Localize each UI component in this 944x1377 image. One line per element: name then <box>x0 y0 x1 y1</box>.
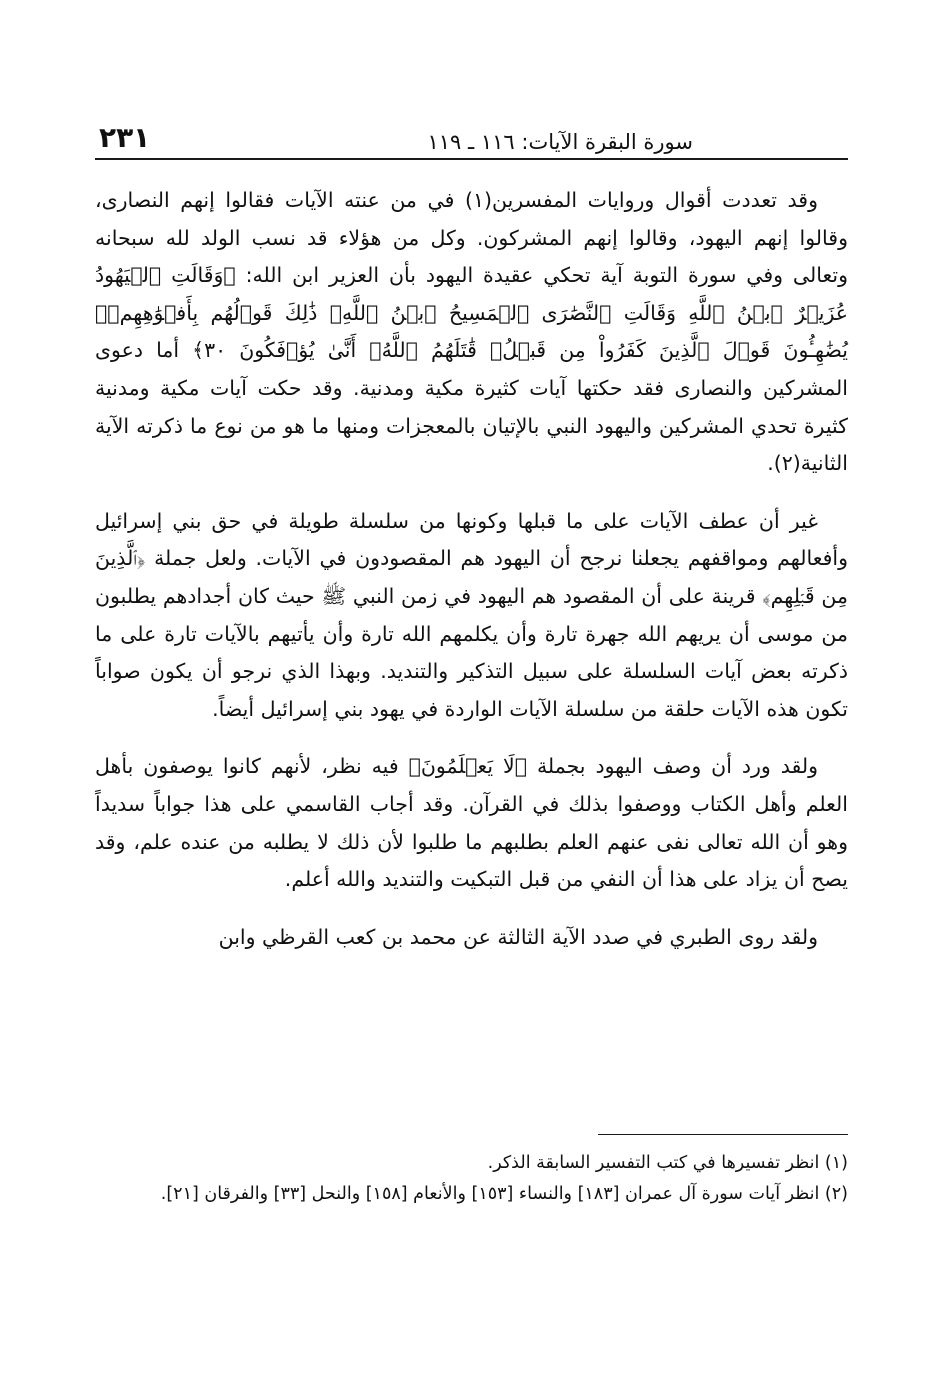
main-text <box>95 182 848 956</box>
footnote-divider <box>598 1134 848 1135</box>
book-page <box>95 112 848 1342</box>
footnotes <box>95 1148 848 1210</box>
paragraph-1: وقد تعددت أقوال وروايات المفسرين(١) في من عنته الآيات فقالوا إنهم النصارى، وقالوا إنهم اليهود، وقالوا إنهم المشركون. وكل من هؤلاء قد نسب الولد لله سبحانه وتعالى وفي سورة التوبة آية تحكي عقيدة اليهود بأن العزير ابن الله: ﴿وَقَالَتِ ٱلۡيَهُودُ عُزَيۡرٌ ٱبۡنُ ٱللَّهِ وَقَالَتِ ٱلنَّصَٰرَى ٱلۡمَسِيحُ ٱبۡنُ ٱللَّهِۖ ذَٰلِكَ قَوۡلُهُم بِأَفۡوَٰهِهِمۡۖ يُضَٰهِـُٔونَ قَوۡلَ ٱلَّذِينَ كَفَرُواْ مِن قَبۡلُۚ قَٰتَلَهُمُ ٱللَّهُۖ أَنَّىٰ يُؤۡفَكُونَ ٣٠﴾ أما دعوى المشركين والنصارى فقد حكتها آيات كثيرة مكية ومدنية. وقد حكت آيات مكية ومدنية كثيرة تحدي المشركين واليهود النبي بالإتيان بالمعجزات ومنها ما هو من نوع ما ذكرته الآية الثانية(٢). <box>95 188 848 476</box>
footnote-1: (١) انظر تفسيرها في كتب التفسير السابقة الذكر. <box>487 1153 848 1173</box>
footnote-2: (٢) انظر آيات سورة آل عمران [١٨٣] والنساء [١٥٣] والأنعام [١٥٨] والنحل [٣٣] والفرقان [٢١]. <box>160 1184 848 1204</box>
paragraph-4: ولقد روى الطبري في صدد الآية الثالثة عن محمد بن كعب القرظي وابن <box>218 924 818 949</box>
page-header <box>95 112 848 160</box>
paragraph-2: غير أن عطف الآيات على ما قبلها وكونها من سلسلة طويلة في حق بني إسرائيل وأفعالهم ومواقفهم يجعلنا نرجح أن اليهود هم المقصودون في الآيات. ولعل جملة ﴿ٱلَّذِينَ مِن قَبۡلِهِم﴾ قرينة على أن المقصود هم اليهود في زمن النبي ﷺ حيث كان أجدادهم يطلبون من موسى أن يريهم الله جهرة تارة وأن يكلمهم الله تارة وأن يأتيهم بالآيات تارة على ما ذكرته بعض آيات السلسلة على سبيل التذكير والتنديد. وبهذا الذي نرجو أن يكون صواباً تكون هذه الآيات حلقة من سلسلة الآيات الواردة في يهود بني إسرائيل أيضاً. <box>95 508 848 721</box>
running-title: سورة البقرة الآيات: ١١٦ ـ ١١٩ <box>427 130 693 154</box>
paragraph-3: ولقد ورد أن وصف اليهود بجملة ﴿لَا يَعۡلَمُونَ﴾ فيه نظر، لأنهم كانوا يوصفون بأهل العلم وأهل الكتاب ووصفوا بذلك في القرآن. وقد أجاب القاسمي على هذا جواباً سديداً وهو أن الله تعالى نفى عنهم العلم بطلبهم ما طلبوا لأن ذلك لا يطلبه من عنده علم، وقد يصح أن يزاد على هذا أن النفي من قبل التبكيت والتنديد والله أعلم. <box>95 754 848 892</box>
page-number: ٢٣١ <box>99 121 151 154</box>
